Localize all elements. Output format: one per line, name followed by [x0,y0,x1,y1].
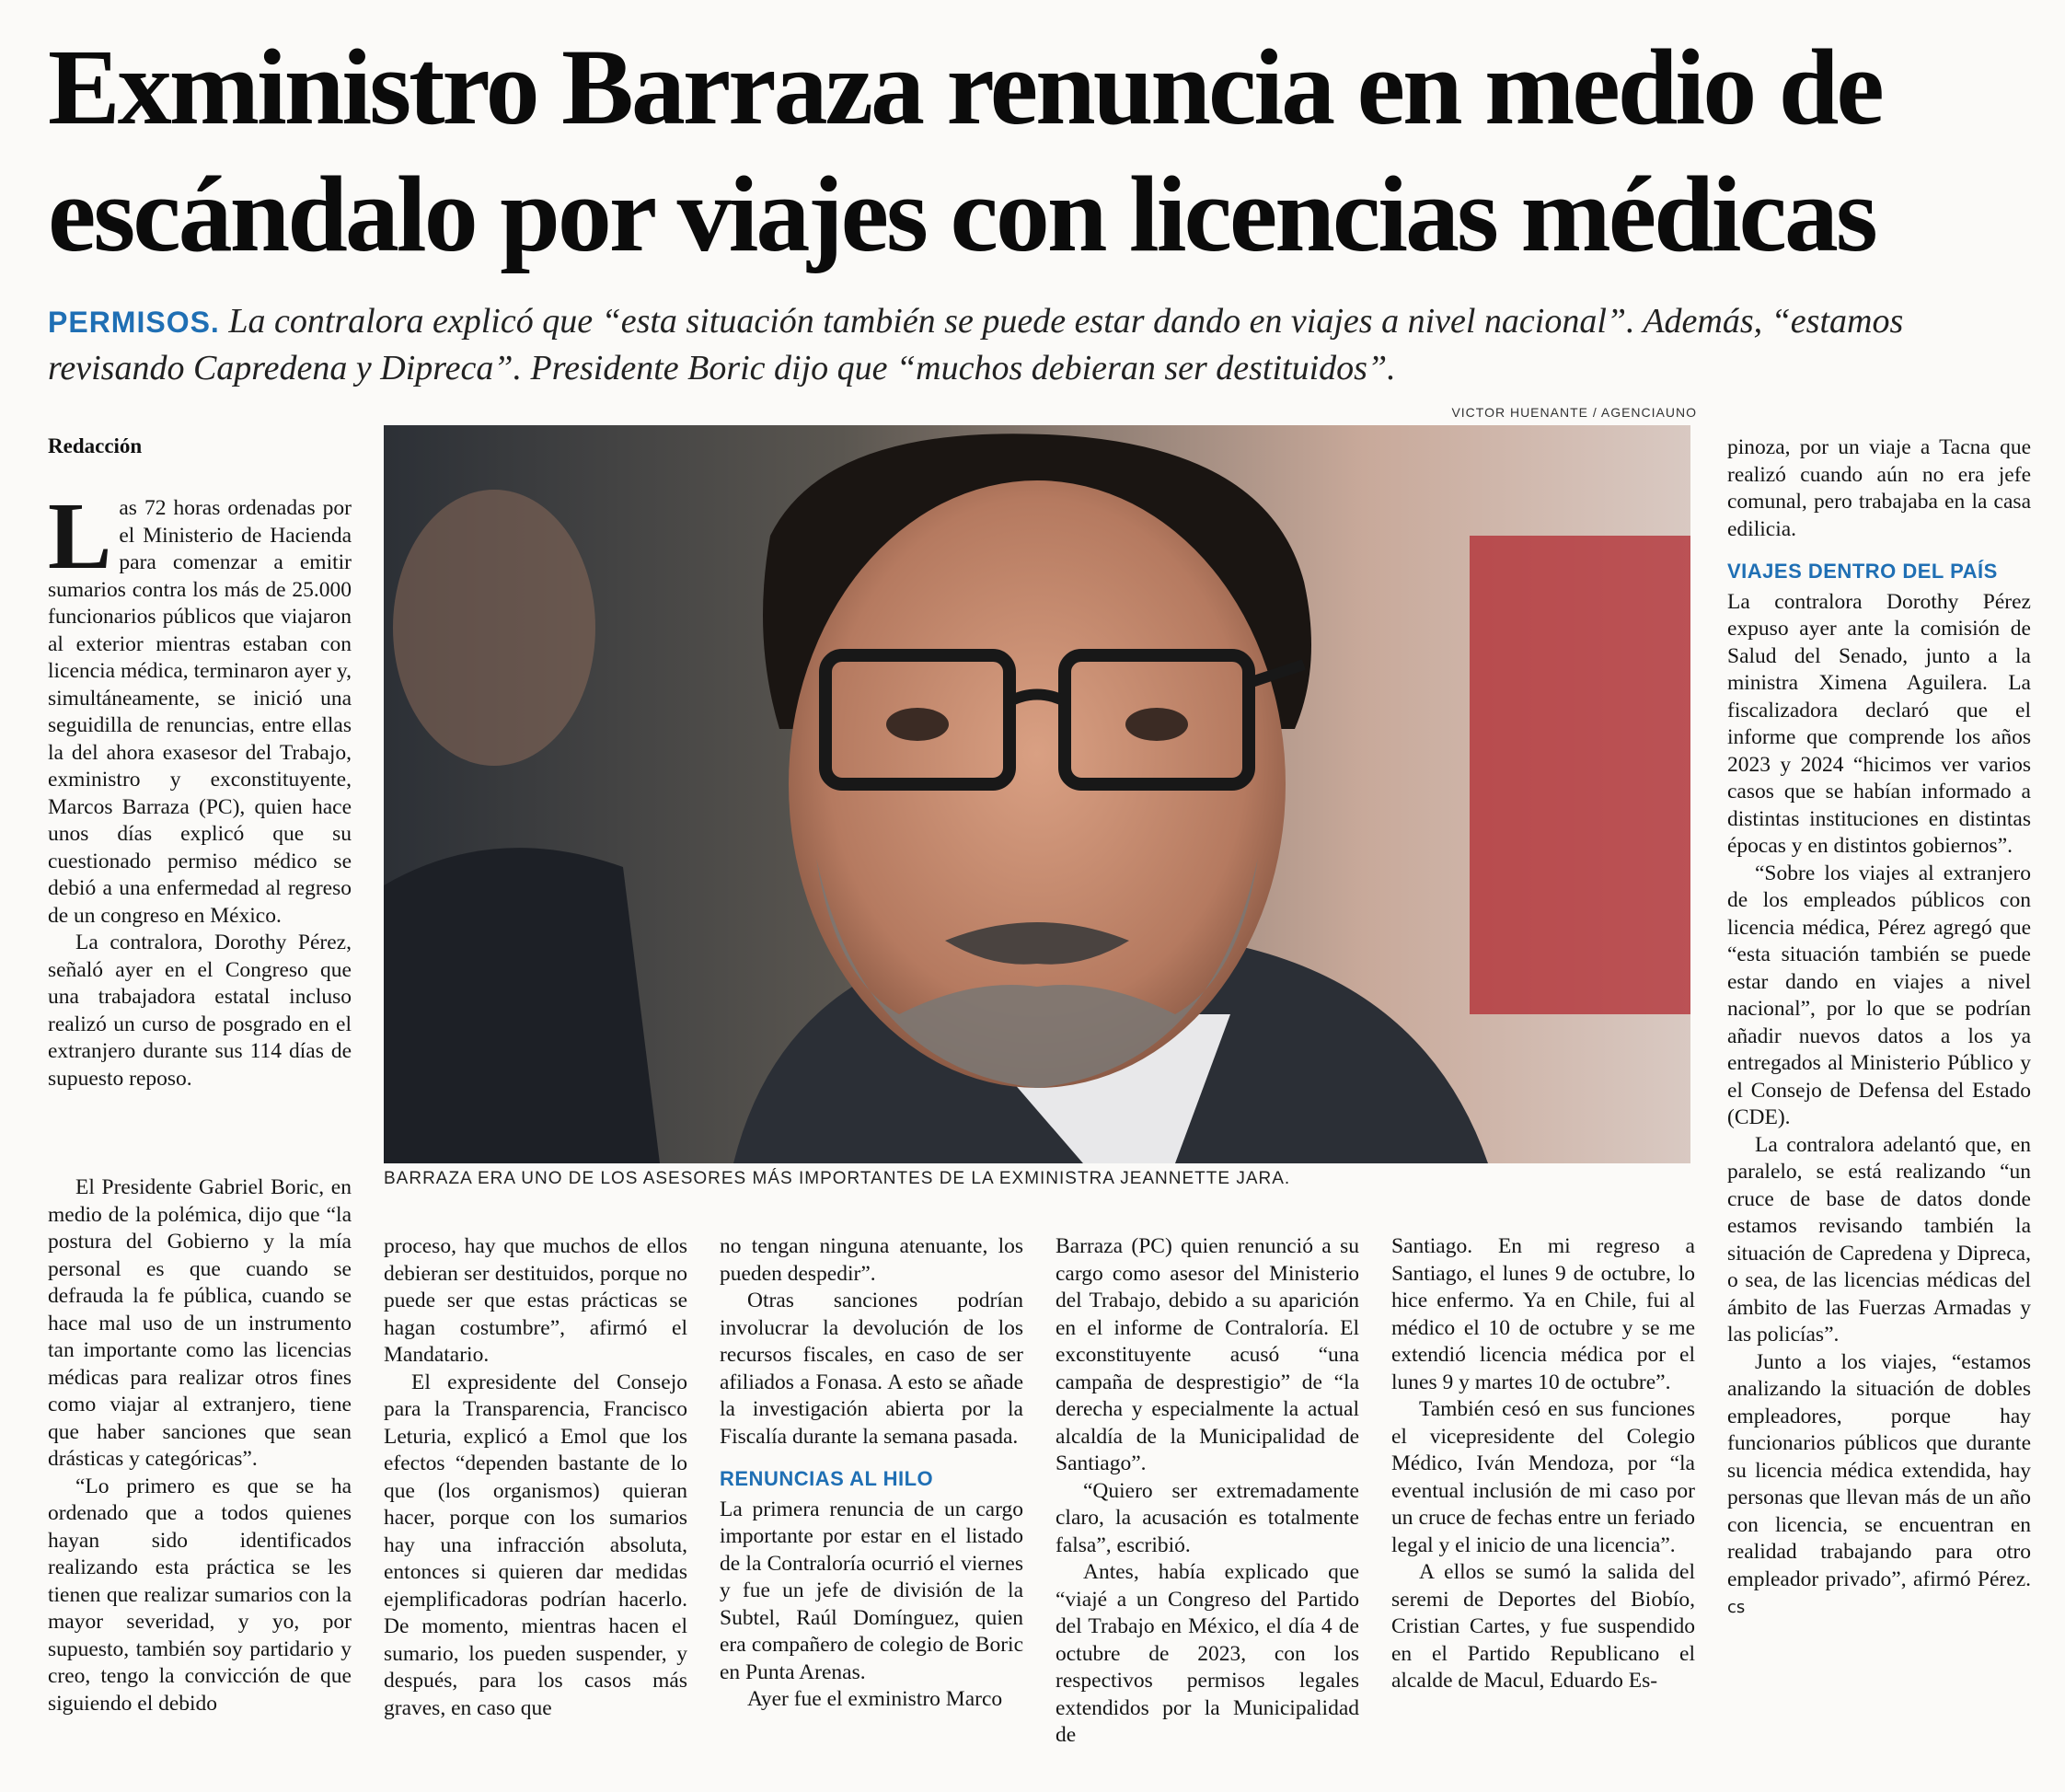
headline: Exministro Barraza renuncia en medio de escándalo por viajes con licencias médicas [48,27,1882,274]
paragraph: La contralora adelantó que, en paralelo, se está realizando “un cruce de base de datos donde estamos revisando también la situación de Capredena y Dipreca, o sea, de las licencias médicas del ámbito de las Fuerzas Armadas y las policías”. [1727,1132,2031,1347]
paragraph [1727,1349,2031,1622]
paragraph: La primera renuncia de un cargo importante por estar en el listado de la Contraloría ocurrió el viernes y fue un jefe de división de la Subtel, Raúl Domínguez, quien era compañero de colegio de Boric en Punta Arenas. [720,1497,1023,1684]
paragraph: “Lo primero es que se ha ordenado que a todos quienes hayan sido identificados realizando esta práctica se les tienen que realizar sumarios con la mayor severidad, y yo, por supuesto, también soy partidario y creo, tengo la convicción de que siguiendo el debido [48,1474,352,1716]
paragraph: pinoza, por un viaje a Tacna que realizó cuando aún no era jefe comunal, pero trabajaba en la casa edilicia. [1727,435,2031,541]
photo-caption: BARRAZA ERA UNO DE LOS ASESORES MÁS IMPORTANTES DE LA EXMINISTRA JEANNETTE JARA. [384,1169,1291,1188]
paragraph [48,483,352,930]
paragraph: Antes, había explicado que “viajé a un Congreso del Partido del Trabajo en México, el día 4 de octubre de 2023, con los respectivos permisos legales extendidos por la Municipalidad de [1056,1560,1359,1747]
column-5 [1391,1233,1695,1695]
photo-marcos-barraza [384,425,1690,1163]
column-4 [1056,1233,1359,1750]
paragraph: Otras sanciones podrían involucrar la devolución de los recursos fiscales, en caso de ser afiliados a Fonasa. A esto se añade la investigación abierta por la Fiscalía durante la semana pasada. [720,1289,1023,1449]
paragraph: no tengan ninguna atenuante, los pueden despedir”. [720,1234,1023,1286]
paragraph: El Presidente Gabriel Boric, en medio de la polémica, dijo que “la postura del Gobierno y la mía personal es que cuando se defrauda la fe pública, cuando se hace mal uso de un instrumento tan importante como las licencias médicas para realizar otros fines como viajar al extranjero, tiene que haber sanciones que sean drásticas y categóricas”. [48,1175,352,1471]
subhead-renuncias: RENUNCIAS AL HILO [720,1467,934,1490]
paragraph-text: as 72 horas ordenadas por el Ministerio de Hacienda para comenzar a emitir sumarios contra los más de 25.000 funcionarios públicos que viajaron al exterior mientras estaban con licencia médica, terminaron ayer y, simultáneamente, se inició una seguidilla de renuncias, entre ellas la del ahora exasesor del Trabajo, exministro y exconstituyente, Marcos Barraza (PC), quien hace unos días explicó que su cuestionado permiso médico se debió a una enfermedad al regreso de un congreso en México. [48,496,352,928]
column-1 [48,483,352,1093]
paragraph: “Quiero ser extremadamente claro, la acusación es totalmente falsa”, escribió. [1056,1478,1359,1557]
paragraph: A ellos se sumó la salida del seremi de Deportes del Biobío, Cristian Cartes, y fue suspendido en el Partido Republicano el alcalde de Macul, Eduardo Es- [1391,1560,1695,1693]
column-6 [1727,434,2031,1622]
portrait-illustration [384,425,1690,1163]
paragraph: Ayer fue el exministro Marco [747,1687,1003,1711]
paragraph: También cesó en sus funciones el vicepresidente del Colegio Médico, Iván Mendoza, por “la eventual inclusión de mi caso por un cruce de fechas entre un feriado legal y el inicio de una licencia”. [1391,1397,1695,1557]
column-1-lower [48,1174,352,1717]
end-mark-icon: cs [1727,1598,1746,1617]
byline: Redacción [48,434,143,457]
photo-credit: VICTOR HUENANTE / AGENCIAUNO [1451,405,1697,420]
deck-kicker: PERMISOS. [48,306,220,339]
column-3 [720,1233,1023,1714]
paragraph: La contralora, Dorothy Pérez, señaló ayer en el Congreso que una trabajadora estatal incluso realizó un curso de posgrado en el extranjero durante sus 114 días de supuesto reposo. [48,931,352,1091]
paragraph: La contralora Dorothy Pérez expuso ayer ante la comisión de Salud del Senado, junto a la ministra Ximena Aguilera. La fiscalizadora declaró que el informe que comprende los años 2023 y 2024 “hicimos ver varios casos que se habían informado a distintas instituciones en distintas épocas y en distintos gobiernos”. [1727,589,2031,858]
deck [48,298,2045,391]
paragraph-text: Junto a los viajes, “estamos analizando la situación de dobles empleadores, porque hay funcionarios públicos que durante su licencia médica extendida, hay personas que llevan más de un año con licencia, se encuentran en realidad trabajando para otro empleador privado”, afirmó Pérez. [1727,1349,2031,1591]
drop-cap: L [48,483,112,589]
subhead-viajes: VIAJES DENTRO DEL PAÍS [1727,560,1998,583]
paragraph: Barraza (PC) quien renunció a su cargo como asesor del Ministerio del Trabajo, debido a su aparición en el informe de Contraloría. El exconstituyente acusó “una campaña de desprestigio” de “la derecha y especialmente la actual alcaldía de la Municipalidad de Santiago”. [1056,1234,1359,1475]
column-2 [384,1233,687,1722]
paragraph: Santiago. En mi regreso a Santiago, el lunes 9 de octubre, lo hice enfermo. Ya en Chile, fui al médico el 10 de octubre y se me extendió licencia médica por el lunes 9 y martes 10 de octubre”. [1391,1234,1695,1394]
paragraph: “Sobre los viajes al extranjero de los empleados públicos con licencia médica, Pérez agregó que “esta situación también se puede estar dando en viajes a nivel nacional”, por lo que se podrían añadir nuevos datos a los ya entregados al Ministerio Público y el Consejo de Defensa del Estado (CDE). [1727,861,2031,1129]
paragraph: El expresidente del Consejo para la Transparencia, Francisco Leturia, explicó a Emol que los efectos “dependen bastante de lo que (los organismos) quieran hacer, porque con los sumarios hay una infracción absoluta, entonces si quieren dar medidas ejemplificadoras podrían hacerlo. De momento, mientras hacen el sumario, los pueden suspender, y después, para los casos más graves, en caso que [384,1370,687,1720]
paragraph: proceso, hay que muchos de ellos debieran ser destituidos, porque no puede ser que estas prácticas se hagan costumbre”, afirmó el Mandatario. [384,1234,687,1367]
deck-text: La contralora explicó que “esta situación también se puede estar dando en viajes a nivel nacional”. Además, “estamos revisando Capredena y Dipreca”. Presidente Boric dijo que “muchos debieran ser destituidos”. [48,302,1904,387]
